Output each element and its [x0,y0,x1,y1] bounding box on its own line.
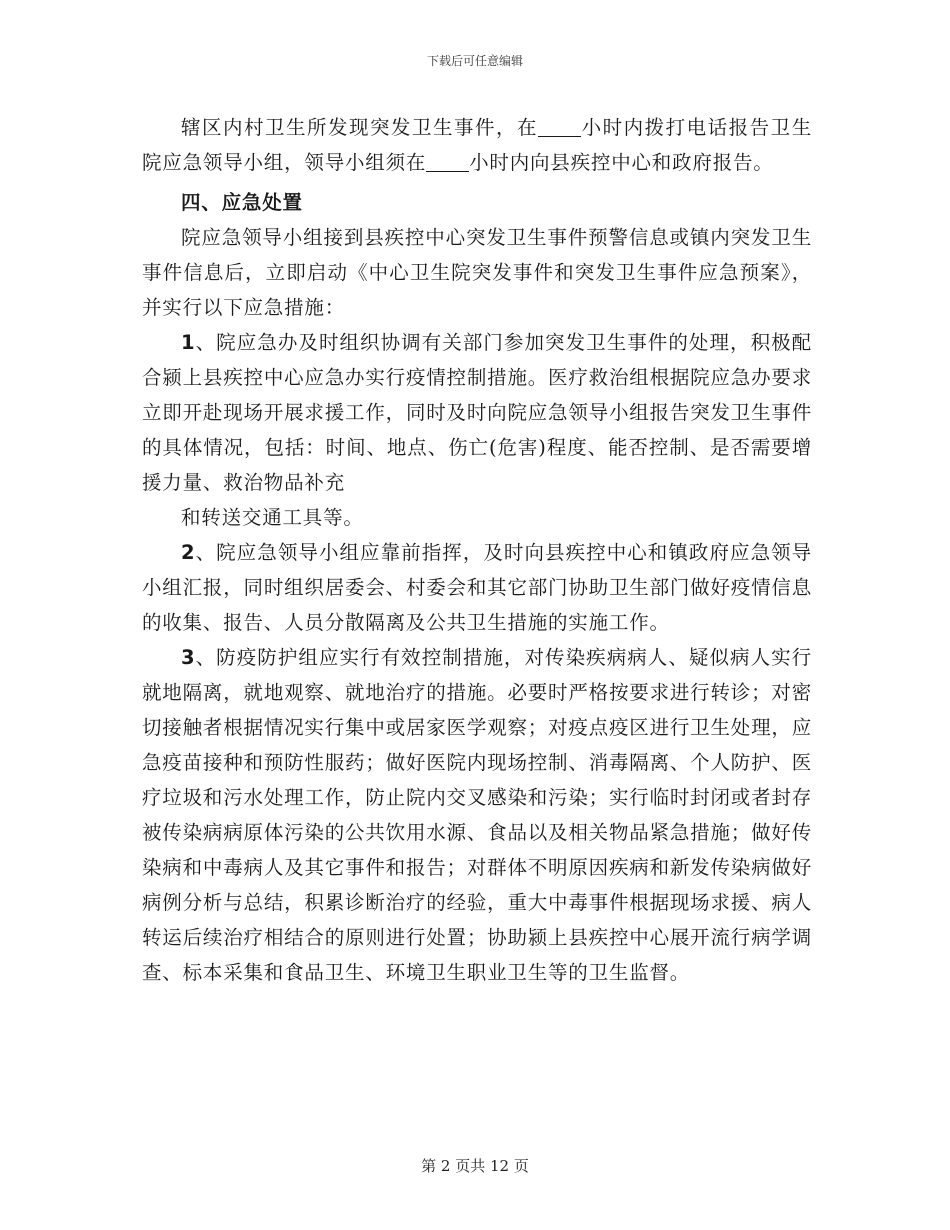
page-header: 下载后可任意编辑 [426,54,523,68]
list-item-1-continuation: 和转送交通工具等。 [181,506,364,529]
text-segment: 辖区内村卫生所发现突发卫生事件，在 [181,116,539,139]
page-footer: 第 2 页共 12 页 [421,1157,529,1175]
paragraph-report-time [142,110,812,180]
list-item-1 [142,325,812,500]
blank-field [538,117,581,138]
item-number: 2 [181,541,196,564]
list-item-2 [142,535,812,640]
document-body [142,110,812,990]
text-segment: 小时内向县疾控中心和政府报告。 [469,151,774,174]
section-heading: 四、应急处置 [181,191,303,214]
item-number: 1 [181,331,196,354]
text-segment: 小时内拨打电话报告卫生院应急领导小组，领导小组须在 [142,116,812,174]
item-text: 、院应急领导小组应靠前指挥，及时向县疾控中心和镇政府应急领导小组汇报，同时组织居委会、村委会和其它部门协助卫生部门做好疫情信息的收集、报告、人员分散隔离及公共卫生措施的实施工作。 [142,541,812,634]
blank-field [426,152,469,173]
item-text: 、院应急办及时组织协调有关部门参加突发卫生事件的处理，积极配合颍上县疾控中心应急办实行疫情控制措施。医疗救治组根据院应急办要求立即开赴现场开展求援工作，同时及时向院应急领导小组报告突发卫生事件的具体情况，包括：时间、地点、伤亡(危害)程度、能否控制、是否需要增援力量、救治物品补充 [142,331,812,494]
item-number: 3 [181,646,196,669]
paragraph-intro: 院应急领导小组接到县疾控中心突发卫生事件预警信息或镇内突发卫生事件信息后，立即启动《中心卫生院突发事件和突发卫生事件应急预案》，并实行以下应急措施： [142,226,812,319]
list-item-3 [142,640,812,990]
item-text: 、防疫防护组应实行有效控制措施，对传染疾病病人、疑似病人实行就地隔离，就地观察、就地治疗的措施。必要时严格按要求进行转诊；对密切接触者根据情况实行集中或居家医学观察；对疫点疫区进行卫生处理，应急疫苗接种和预防性服药；做好医院内现场控制、消毒隔离、个人防护、医疗垃圾和污水处理工作，防止院内交叉感染和污染；实行临时封闭或者封存被传染病病原体污染的公共饮用水源、食品以及相关物品紧急措施；做好传染病和中毒病人及其它事件和报告；对群体不明原因疾病和新发传染病做好病例分析与总结，积累诊断治疗的经验，重大中毒事件根据现场求援、病人转运后续治疗相结合的原则进行处置；协助颍上县疾控中心展开流行病学调查、标本采集和食品卫生、环境卫生职业卫生等的卫生监督。 [142,646,812,984]
